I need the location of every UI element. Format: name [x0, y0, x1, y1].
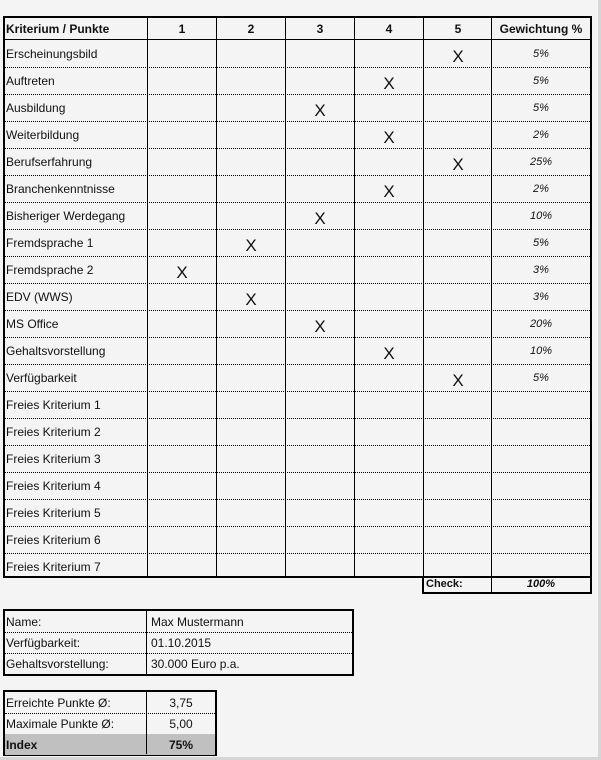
weight-cell[interactable]: [492, 446, 590, 472]
score-cell-5[interactable]: [424, 230, 492, 256]
criterion-label: Freies Kriterium 1: [6, 398, 101, 412]
score-cell-2[interactable]: [217, 392, 285, 418]
score-cell-2[interactable]: X: [245, 290, 257, 309]
score-cell-2[interactable]: [217, 40, 285, 67]
table-row: [5, 40, 590, 67]
score-cell-4[interactable]: [355, 500, 423, 526]
score-cell-3[interactable]: [286, 284, 354, 310]
score-value: 3,75: [169, 695, 193, 710]
weight-cell[interactable]: 5%: [533, 372, 549, 384]
score-label: Erreichte Punkte Ø:: [6, 695, 111, 710]
score-cell-5[interactable]: [424, 446, 492, 472]
score-cell-1[interactable]: [148, 392, 216, 418]
score-cell-3[interactable]: [286, 500, 354, 526]
info-label: Verfügbarkeit:: [6, 636, 81, 650]
score-cell-4[interactable]: X: [383, 74, 395, 93]
criterion-label: Weiterbildung: [6, 128, 80, 142]
score-cell-3[interactable]: [286, 419, 354, 445]
criterion-label: Freies Kriterium 5: [6, 506, 101, 520]
weight-cell[interactable]: [492, 473, 590, 499]
criterion-label: Berufserfahrung: [6, 155, 93, 169]
score-cell-2[interactable]: [217, 95, 285, 121]
score-cell-4[interactable]: [355, 284, 423, 310]
score-cell-5[interactable]: X: [452, 371, 464, 390]
score-cell-1[interactable]: [148, 176, 216, 202]
score-cell-1[interactable]: [148, 203, 216, 229]
score-cell-2[interactable]: [217, 554, 285, 580]
score-cell-1[interactable]: [148, 473, 216, 499]
score-cell-3[interactable]: [286, 176, 354, 202]
score-cell-3[interactable]: [286, 40, 354, 67]
criterion-label: Gehaltsvorstellung: [6, 344, 106, 358]
criterion-label: Auftreten: [6, 74, 55, 88]
header-points-5: 5: [454, 21, 462, 36]
score-cell-1[interactable]: [148, 365, 216, 391]
score-cell-4[interactable]: X: [383, 128, 395, 147]
weight-cell[interactable]: 5%: [533, 102, 549, 114]
criterion-label: Freies Kriterium 7: [6, 560, 101, 574]
weight-cell[interactable]: 2%: [533, 129, 549, 141]
table-row: [5, 337, 590, 364]
criterion-label: Freies Kriterium 3: [6, 452, 101, 466]
score-cell-2[interactable]: [217, 446, 285, 472]
score-cell-2[interactable]: [217, 311, 285, 337]
score-cell-5[interactable]: [424, 203, 492, 229]
info-value[interactable]: Max Mustermann: [151, 614, 244, 629]
score-cell-2[interactable]: [217, 203, 285, 229]
check-value: 100%: [526, 578, 556, 590]
criterion-label: Freies Kriterium 4: [6, 479, 101, 493]
table-header: [5, 18, 590, 40]
weight-cell[interactable]: 3%: [533, 291, 549, 303]
score-cell-1[interactable]: [148, 68, 216, 94]
table-row: [5, 364, 590, 391]
weight-cell[interactable]: 25%: [529, 156, 553, 168]
score-cell-3[interactable]: [286, 68, 354, 94]
score-cell-1[interactable]: [148, 500, 216, 526]
weight-cell[interactable]: 5%: [533, 75, 549, 87]
criterion-label: Branchenkenntnisse: [6, 182, 115, 196]
score-cell-3[interactable]: [286, 446, 354, 472]
score-cell-4[interactable]: [355, 257, 423, 283]
header-points-2: 2: [247, 21, 255, 36]
weight-cell[interactable]: [492, 527, 590, 553]
criterion-label: Verfügbarkeit: [6, 371, 77, 385]
evaluation-table: [3, 16, 592, 578]
info-label: Gehaltsvorstellung:: [6, 657, 109, 671]
criterion-label: EDV (WWS): [6, 290, 73, 304]
score-cell-3[interactable]: [286, 122, 354, 148]
score-cell-1[interactable]: [148, 419, 216, 445]
table-row: [5, 310, 590, 337]
score-cell-3[interactable]: [286, 365, 354, 391]
divider: [146, 692, 147, 754]
weight-cell[interactable]: [492, 419, 590, 445]
score-cell-5[interactable]: X: [452, 155, 464, 174]
score-cell-4[interactable]: [355, 95, 423, 121]
table-row: [5, 418, 590, 445]
score-cell-5[interactable]: [424, 95, 492, 121]
criterion-label: Fremdsprache 1: [6, 236, 94, 250]
score-cell-4[interactable]: [355, 419, 423, 445]
header-criterion: Kriterium / Punkte: [6, 21, 110, 36]
check-box: [422, 576, 592, 594]
table-row: [5, 94, 590, 121]
header-points-4: 4: [385, 21, 393, 36]
info-row: [5, 653, 352, 674]
score-cell-5[interactable]: [424, 257, 492, 283]
score-cell-2[interactable]: [217, 122, 285, 148]
table-row: [5, 175, 590, 202]
info-label: Name:: [6, 614, 42, 629]
score-cell-5[interactable]: [424, 284, 492, 310]
weight-cell[interactable]: [492, 392, 590, 418]
score-cell-3[interactable]: [286, 392, 354, 418]
score-row: [5, 692, 215, 713]
index-row: [5, 734, 215, 755]
score-value: 75%: [168, 737, 194, 752]
score-cell-3[interactable]: X: [314, 317, 326, 336]
weight-cell[interactable]: 10%: [529, 210, 553, 222]
score-cell-1[interactable]: X: [176, 263, 188, 282]
score-cell-3[interactable]: [286, 230, 354, 256]
score-cell-2[interactable]: [217, 176, 285, 202]
criterion-label: Erscheinungsbild: [6, 46, 98, 61]
score-cell-2[interactable]: [217, 149, 285, 175]
score-cell-3[interactable]: [286, 149, 354, 175]
table-row: [5, 391, 590, 418]
score-cell-4[interactable]: [355, 527, 423, 553]
score-cell-1[interactable]: [148, 311, 216, 337]
criterion-label: Fremdsprache 2: [6, 263, 94, 277]
score-value: 5,00: [169, 717, 193, 731]
score-cell-4[interactable]: [355, 203, 423, 229]
weight-cell[interactable]: 3%: [533, 264, 549, 276]
criterion-label: Freies Kriterium 2: [6, 425, 101, 439]
score-cell-3[interactable]: [286, 257, 354, 283]
criterion-label: MS Office: [6, 317, 59, 331]
table-row: [5, 148, 590, 175]
score-cell-3[interactable]: [286, 527, 354, 553]
score-cell-4[interactable]: [355, 311, 423, 337]
score-cell-1[interactable]: [148, 446, 216, 472]
weight-cell[interactable]: [492, 500, 590, 526]
criterion-label: Freies Kriterium 6: [6, 533, 101, 547]
score-cell-1[interactable]: [148, 527, 216, 553]
info-value[interactable]: 30.000 Euro p.a.: [151, 657, 240, 671]
score-cell-2[interactable]: [217, 419, 285, 445]
score-cell-4[interactable]: [355, 230, 423, 256]
score-cell-4[interactable]: X: [383, 344, 395, 363]
score-cell-2[interactable]: [217, 473, 285, 499]
score-cell-2[interactable]: X: [245, 236, 257, 255]
table-row: [5, 472, 590, 499]
score-row: [5, 713, 215, 734]
score-summary-box: [3, 690, 217, 756]
header-weight: Gewichtung %: [499, 21, 583, 36]
score-cell-5[interactable]: [424, 392, 492, 418]
score-cell-4[interactable]: X: [383, 182, 395, 201]
score-cell-5[interactable]: [424, 311, 492, 337]
table-row: [5, 229, 590, 256]
score-cell-2[interactable]: [217, 500, 285, 526]
info-value[interactable]: 01.10.2015: [151, 636, 212, 650]
weight-cell[interactable]: 2%: [533, 183, 549, 195]
check-label: Check:: [426, 578, 463, 590]
table-row: [5, 121, 590, 148]
score-cell-5[interactable]: [424, 122, 492, 148]
score-cell-2[interactable]: [217, 365, 285, 391]
weight-cell[interactable]: 5%: [533, 237, 549, 249]
score-cell-1[interactable]: [148, 149, 216, 175]
criterion-label: Ausbildung: [6, 101, 66, 115]
score-cell-2[interactable]: [217, 527, 285, 553]
weight-cell[interactable]: 5%: [533, 47, 549, 60]
score-cell-5[interactable]: [424, 338, 492, 364]
score-cell-1[interactable]: [148, 230, 216, 256]
table-row: [5, 202, 590, 229]
score-cell-3[interactable]: [286, 554, 354, 580]
score-cell-1[interactable]: [148, 338, 216, 364]
score-cell-2[interactable]: [217, 68, 285, 94]
header-points-1: 1: [178, 21, 186, 36]
score-cell-4[interactable]: [355, 365, 423, 391]
score-cell-5[interactable]: [424, 176, 492, 202]
score-cell-3[interactable]: X: [314, 209, 326, 228]
weight-cell[interactable]: 10%: [529, 345, 553, 357]
table-row: [5, 67, 590, 94]
table-row: [5, 445, 590, 472]
info-row: [5, 632, 352, 653]
score-cell-1[interactable]: [148, 95, 216, 121]
score-cell-3[interactable]: [286, 473, 354, 499]
criterion-label: Bisheriger Werdegang: [6, 209, 126, 223]
score-cell-4[interactable]: [355, 473, 423, 499]
score-cell-3[interactable]: X: [314, 101, 326, 120]
score-cell-4[interactable]: [355, 40, 423, 67]
score-cell-4[interactable]: [355, 149, 423, 175]
score-cell-5[interactable]: [424, 68, 492, 94]
table-row: [5, 526, 590, 553]
score-cell-5[interactable]: [424, 419, 492, 445]
info-row: [5, 611, 352, 632]
score-cell-4[interactable]: [355, 446, 423, 472]
table-row: [5, 499, 590, 526]
table-row: [5, 256, 590, 283]
weight-cell[interactable]: 20%: [529, 318, 553, 330]
score-cell-5[interactable]: [424, 473, 492, 499]
candidate-info-box: [3, 609, 354, 676]
score-cell-1[interactable]: [148, 554, 216, 580]
score-cell-4[interactable]: [355, 392, 423, 418]
score-cell-3[interactable]: [286, 338, 354, 364]
score-cell-5[interactable]: [424, 500, 492, 526]
score-cell-5[interactable]: [424, 527, 492, 553]
score-cell-1[interactable]: [148, 284, 216, 310]
score-cell-2[interactable]: [217, 338, 285, 364]
score-cell-2[interactable]: [217, 257, 285, 283]
table-row: [5, 283, 590, 310]
score-cell-1[interactable]: [148, 122, 216, 148]
score-cell-1[interactable]: [148, 40, 216, 67]
score-label: Maximale Punkte Ø:: [6, 717, 115, 731]
header-points-3: 3: [316, 21, 324, 36]
score-cell-5[interactable]: X: [452, 46, 464, 66]
score-label: Index: [6, 737, 38, 752]
score-cell-4[interactable]: [355, 554, 423, 580]
